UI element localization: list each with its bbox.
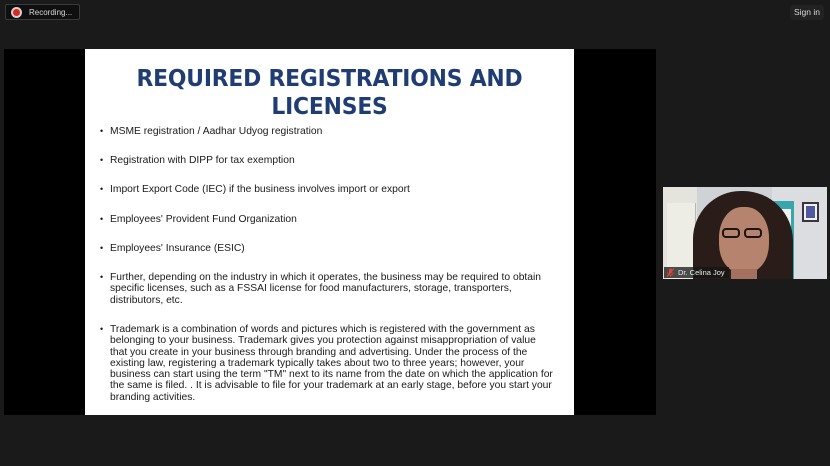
bullet-text: Trademark is a combination of words and pictures which is registered with the government as belonging to your business. Trademark gives you protection against misappropriation of value that you create in your business through branding and advertising. Under the process of the existing law, registering a trademark typically takes about two to three years; however, your business can start using the term "TM" next to its name from the date on which the application for the same is filed. . It is advisable to file for your trademark at an early stage, before you start your branding activities. <box>110 324 553 403</box>
bullet-icon: • <box>100 126 104 136</box>
bullet-text: Employees' Insurance (ESIC) <box>110 243 245 254</box>
list-item <box>93 126 553 137</box>
participant-glasses <box>722 228 766 239</box>
list-item <box>93 155 553 166</box>
recording-icon <box>13 9 20 16</box>
bullet-icon: • <box>100 243 104 253</box>
bullet-icon: • <box>100 214 104 224</box>
screen-share-area <box>4 49 656 415</box>
bullet-text: Import Export Code (IEC) if the business involves import or export <box>110 184 410 195</box>
slide-title: REQUIRED REGISTRATIONS AND LICENSES <box>136 64 523 120</box>
bullet-icon: • <box>100 272 104 282</box>
mic-muted-icon <box>666 268 675 277</box>
list-item <box>93 272 553 306</box>
list-item <box>93 184 553 195</box>
bullet-icon: • <box>100 184 104 194</box>
participant-name: Dr. Celina Joy <box>678 268 725 277</box>
participant-face <box>719 207 769 273</box>
recording-indicator[interactable] <box>5 4 80 20</box>
bullet-icon: • <box>100 155 104 165</box>
list-item <box>93 243 553 254</box>
participant-video-tile[interactable] <box>663 187 827 279</box>
participant-nameplate <box>664 267 729 278</box>
list-item <box>93 324 553 403</box>
presentation-slide <box>85 49 574 415</box>
recording-label: Recording... <box>29 7 73 17</box>
participant-neck <box>731 269 757 279</box>
bullet-text: Registration with DIPP for tax exemption <box>110 155 295 166</box>
sign-in-button[interactable]: Sign in <box>790 5 824 20</box>
list-item <box>93 214 553 225</box>
bullet-text: MSME registration / Aadhar Udyog registration <box>110 126 323 137</box>
bullet-text: Employees' Provident Fund Organization <box>110 214 297 225</box>
bullet-icon: • <box>100 324 104 334</box>
video-background-picture <box>806 206 815 218</box>
bullet-text: Further, depending on the industry in which it operates, the business may be required to obtain specific licenses, such as a FSSAI license for food manufacturers, storage, transporters, distributors, etc. <box>110 272 542 306</box>
